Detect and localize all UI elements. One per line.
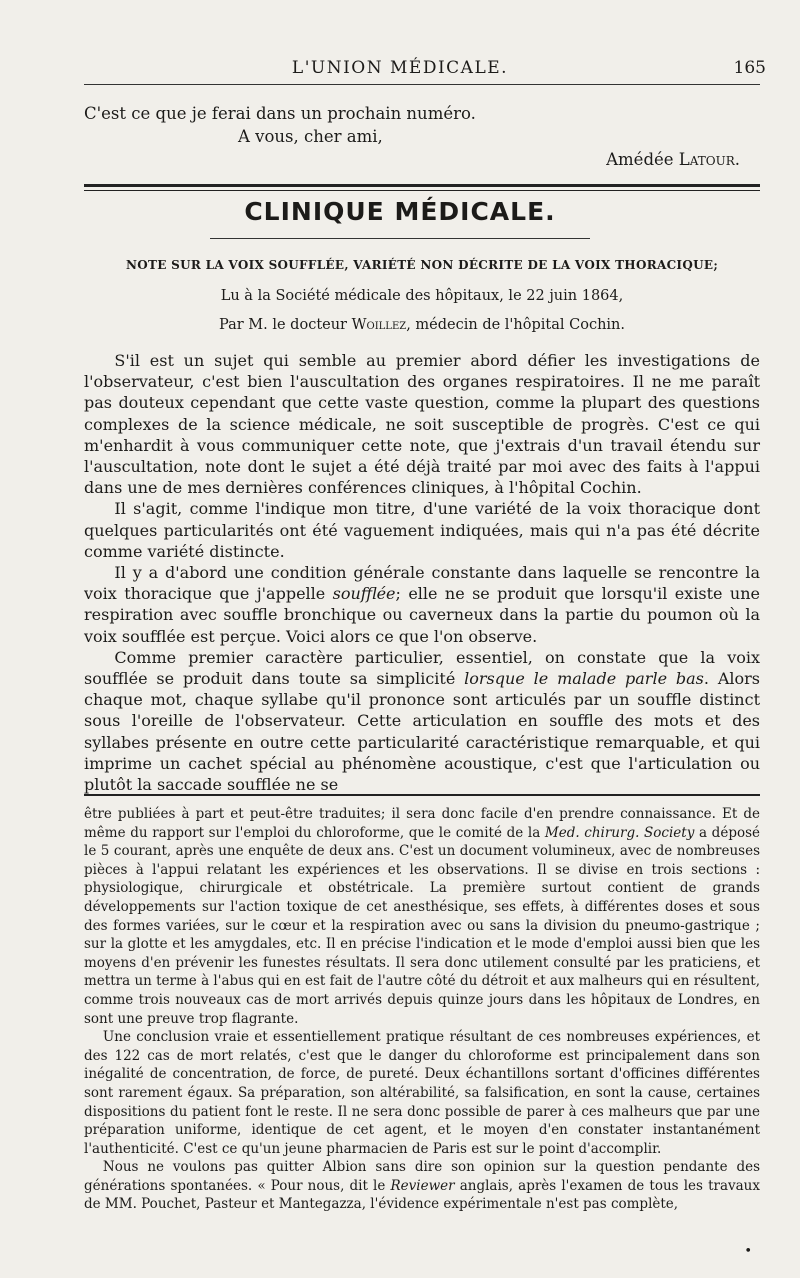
body-paragraph — [84, 562, 760, 647]
text-run: Il y a d'abord une condition générale constante dans laquelle se rencontre la voix thoracique que j'appelle — [84, 563, 760, 604]
article-reading-note: Lu à la Société médicale des hôpitaux, le 22 juin 1864, — [220, 288, 624, 304]
section-separator — [84, 184, 760, 187]
text-run: être publiées à part et peut-être traduites; il sera donc facile d'en prendre connaissance. Et de même du rapport sur l'emploi du chloroforme, que le comité de la — [84, 806, 760, 841]
signature-mark: • — [744, 1244, 752, 1259]
footnote-paragraph — [84, 1158, 760, 1214]
closing-line: C'est ce que je ferai dans un prochain numéro. — [84, 104, 476, 123]
section-title: CLINIQUE MÉDICALE. — [244, 197, 556, 226]
text-run: Nous ne voulons pas quitter Albion sans dire son opinion sur la question pendante des générations spontanées. « Pour nous, dit le — [84, 1159, 760, 1194]
article-title: NOTE SUR LA VOIX SOUFFLÉE, VARIÉTÉ NON DÉCRITE DE LA VOIX THORACIQUE; — [125, 258, 719, 272]
text-run: anglais, après l'examen de tous les travaux de MM. Pouchet, Pasteur et Mantegazza, l'évidence expérimentale n'est pas complète, — [84, 1177, 760, 1213]
article-body — [84, 350, 760, 795]
header-rule — [84, 84, 760, 85]
author-name: Woillez — [351, 317, 407, 333]
emphasis: lorsque le malade parle bas — [464, 669, 704, 689]
emphasis: soufflée — [332, 584, 396, 604]
body-paragraph — [84, 647, 760, 795]
footnote-rule — [84, 794, 760, 796]
footnote-paragraph — [84, 805, 760, 1028]
author-prefix: Par M. le docteur — [219, 317, 347, 333]
previous-article-closing — [84, 102, 760, 171]
section-title-rule — [210, 238, 590, 239]
footnote-feuilleton — [84, 805, 760, 1214]
text-run: a déposé le 5 courant, après une enquête de deux ans. C'est un document volumineux, avec de nombreuses pièces à l'appui relatant les expériences et les observations. Il se divise en trois sections : physiologique, chirurgicale et obstétricale. La première surtout contient de grands développements sur l'action toxique de cet anesthésique, ses effets, à différentes doses et sous des formes variées, sur le cœur et la respiration avec ou sans la division du pneumo-gastrique ; sur la glotte et les amygdales, etc. Il en précise l'indication et le mode d'emploi aussi bien que les moyens d'en prévenir les funestes résultats. Il sera donc utilement consulté par les praticiens, et mettra un terme à l'abus qui en est fait de l'autre côté du détroit et aux malheurs qui en résultent, comme trois nouveaux cas de mort arrivés depuis quinze jours dans les hôpitaux de Londres, en sont une preuve trop flagrante. — [84, 824, 761, 1027]
footnote-paragraph: Une conclusion vraie et essentiellement pratique résultant de ces nombreuses expériences, et des 122 cas de mort relatés, c'est que le danger du chloroforme est principalement dans son inégalité de concentration, de force, de pureté. Deux échantillons sortant d'officines différentes sont rarement égaux. Sa préparation, son altérabilité, sa falsification, en sont la cause, certaines dispositions du patient font le reste. Il ne sera donc possible de parer à ces malheurs que par une préparation uniforme, identique de cet agent, et le moyen d'en constater instantanément l'authenticité. C'est ce qu'un jeune pharmacien de Paris est sur le point d'accomplir. — [84, 1029, 760, 1157]
page-number: 165 — [733, 58, 766, 78]
article-author-line — [84, 317, 760, 333]
text-run: Comme premier caractère particulier, essentiel, on constate que la voix soufflée se produit dans toute sa simplicité — [84, 647, 760, 689]
author-suffix: , médecin de l'hôpital Cochin. — [406, 317, 625, 333]
body-paragraph: Il s'agit, comme l'indique mon titre, d'une variété de la voix thoracique dont quelques particularités ont été vaguement indiquées, mais qui n'a pas été décrite comme variété distincte. — [84, 499, 760, 561]
signature-last-name: Latour. — [678, 150, 740, 169]
text-run: ; elle ne se produit que lorsqu'il existe une respiration avec souffle bronchique ou caverneux dans la partie du poumon où la voix soufflée est perçue. Voici alors ce que l'on observe. — [84, 584, 760, 646]
running-head — [0, 58, 800, 84]
emphasis: Reviewer — [390, 1177, 455, 1194]
salutation-line: A vous, cher ami, — [238, 127, 383, 146]
body-paragraph: S'il est un sujet qui semble au premier abord défier les investigations de l'observateur, c'est bien l'auscultation des organes respiratoires. Il ne me paraît pas douteux cependant que cette vaste question, comme la plupart des questions complexes de la science médicale, ne soit susceptible de progrès. C'est ce qui m'enhardit à vous communiquer cette note, que j'extrais d'un travail étendu sur l'auscultation, note dont le sujet a été déjà traité par moi avec des faits à l'appui dans une de mes dernières conférences cliniques, à l'hôpital Cochin. — [84, 351, 760, 498]
emphasis: Med. chirurg. Society — [544, 824, 695, 841]
signature — [84, 148, 760, 171]
text-run: . Alors chaque mot, chaque syllabe qu'il prononce sont articulés par un souffle distinct sous l'oreille de l'observateur. Cette articulation en souffle des mots et des syllabes présente en outre cette particularité caractéristique remarquable, et qui imprime un cachet spécial au phénomène acoustique, c'est que l'articulation ou plutôt la saccade soufflée ne se — [84, 669, 760, 795]
signature-first-name: Amédée — [606, 150, 674, 169]
running-title: L'UNION MÉDICALE. — [291, 58, 509, 78]
